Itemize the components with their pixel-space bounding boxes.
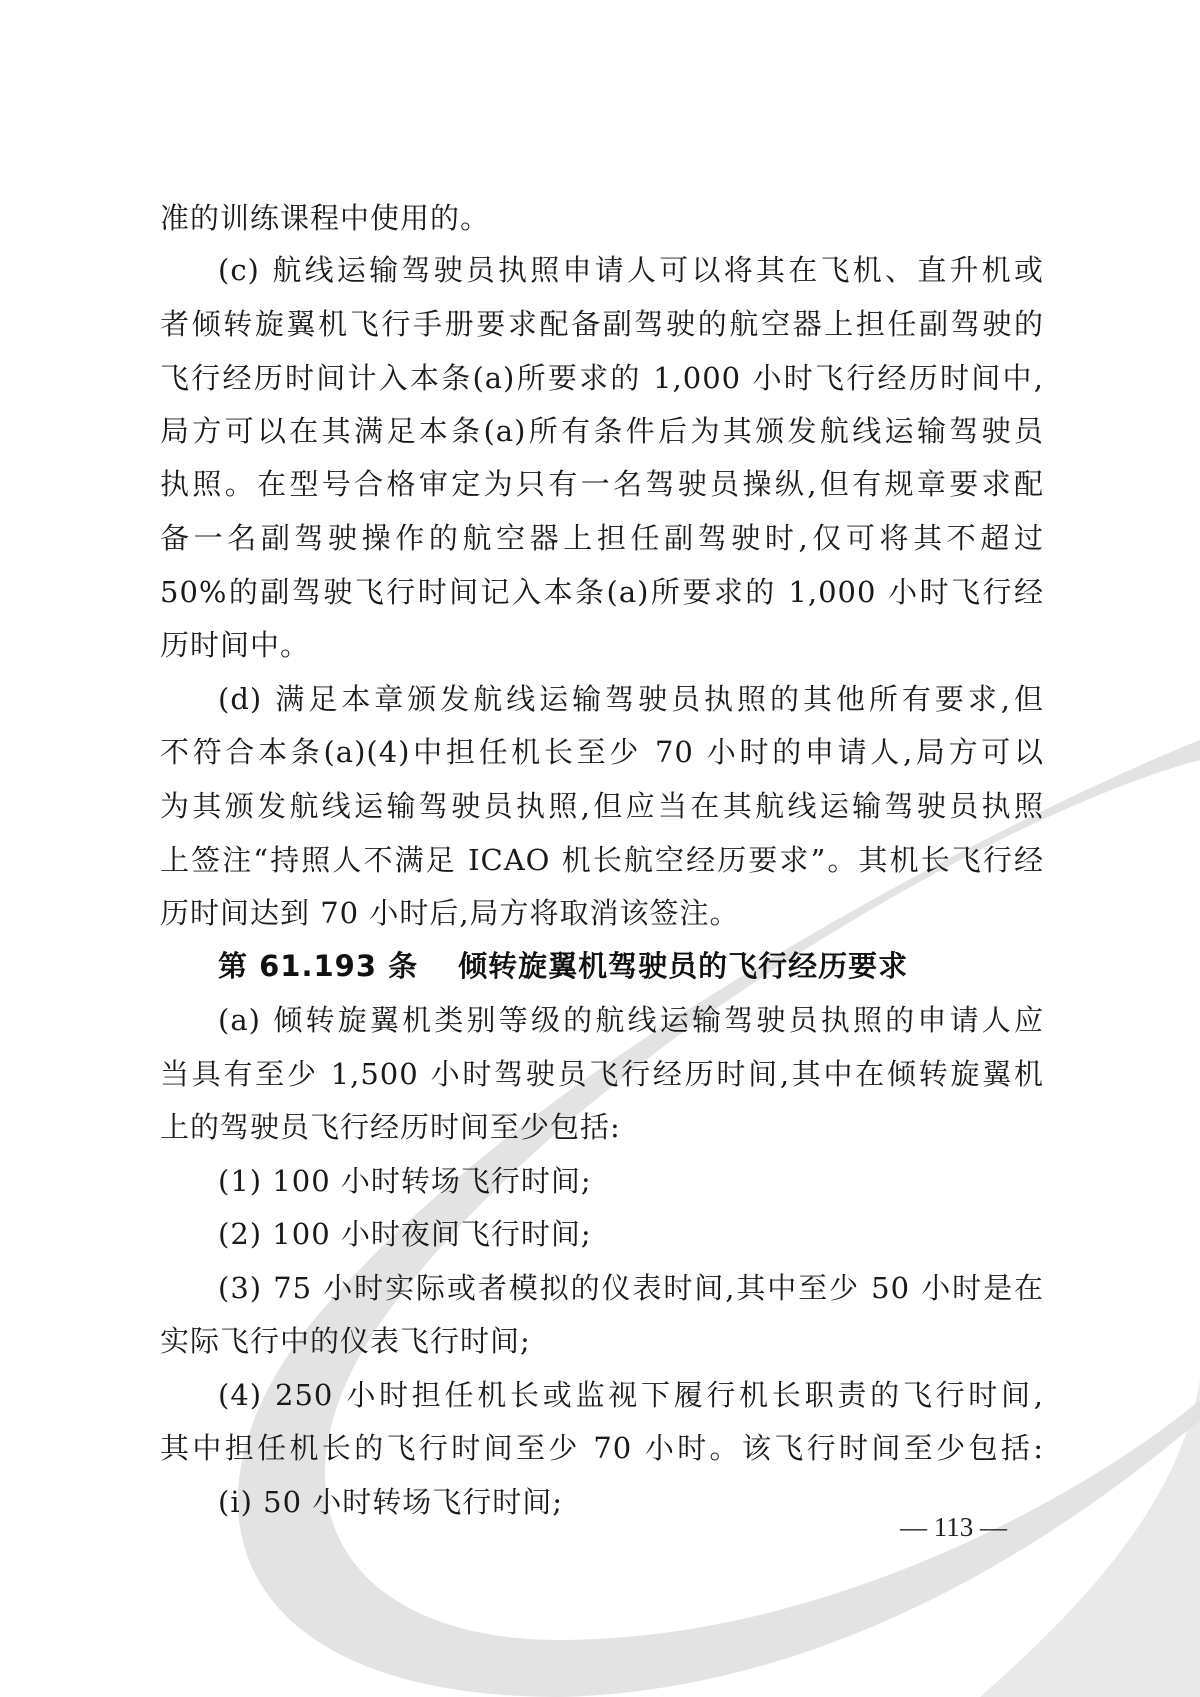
list-item: (i) 50 小时转场飞行时间; <box>218 1485 564 1519</box>
section-title: 倾转旋翼机驾驶员的飞行经历要求 <box>458 949 909 983</box>
page-number: — 113 — <box>900 1512 1007 1542</box>
body-text-line: 历时间达到 70 小时后,局方将取消该签注。 <box>160 896 740 930</box>
list-item: (3) 75 小时实际或者模拟的仪表时间,其中至少 50 小时是在 <box>218 1271 1044 1305</box>
body-text-line: 历时间中。 <box>160 628 311 662</box>
body-text-line: 上签注“持照人不满足 ICAO 机长航空经历要求”。其机长飞行经 <box>160 843 1044 877</box>
body-text-line: 当具有至少 1,500 小时驾驶员飞行经历时间,其中在倾转旋翼机 <box>160 1057 1044 1091</box>
body-text-line: 者倾转旋翼机飞行手册要求配备副驾驶的航空器上担任副驾驶的 <box>160 307 1044 341</box>
section-number: 第 61.193 条 <box>218 949 419 983</box>
body-text-line: 不符合本条(a)(4)中担任机长至少 70 小时的申请人,局方可以 <box>160 735 1044 769</box>
body-text-line: (c) 航线运输驾驶员执照申请人可以将其在飞机、直升机或 <box>218 253 1044 287</box>
list-item: (1) 100 小时转场飞行时间; <box>218 1164 592 1198</box>
body-text-line: 为其颁发航线运输驾驶员执照,但应当在其航线运输驾驶员执照 <box>160 789 1044 823</box>
body-text-line: 备一名副驾驶操作的航空器上担任副驾驶时,仅可将其不超过 <box>160 521 1044 555</box>
body-text-line: 50%的副驾驶飞行时间记入本条(a)所要求的 1,000 小时飞行经 <box>160 575 1044 609</box>
list-item: (2) 100 小时夜间飞行时间; <box>218 1217 592 1251</box>
body-text-line: 局方可以在其满足本条(a)所有条件后为其颁发航线运输驾驶员 <box>160 414 1044 448</box>
body-text-line: 其中担任机长的飞行时间至少 70 小时。该飞行时间至少包括: <box>160 1431 1044 1465</box>
section-heading <box>218 946 908 986</box>
body-text-line: 飞行经历时间计入本条(a)所要求的 1,000 小时飞行经历时间中, <box>160 361 1044 395</box>
body-text-line: (a) 倾转旋翼机类别等级的航线运输驾驶员执照的申请人应 <box>218 1003 1044 1037</box>
list-item: (4) 250 小时担任机长或监视下履行机长职责的飞行时间, <box>218 1378 1044 1412</box>
body-text-line: 上的驾驶员飞行经历时间至少包括: <box>160 1110 621 1144</box>
body-text-line: 执照。在型号合格审定为只有一名驾驶员操纵,但有规章要求配 <box>160 467 1044 501</box>
body-text-line: (d) 满足本章颁发航线运输驾驶员执照的其他所有要求,但 <box>218 682 1044 716</box>
body-text-line: 准的训练课程中使用的。 <box>160 201 491 235</box>
body-text-line: 实际飞行中的仪表飞行时间; <box>160 1324 531 1358</box>
